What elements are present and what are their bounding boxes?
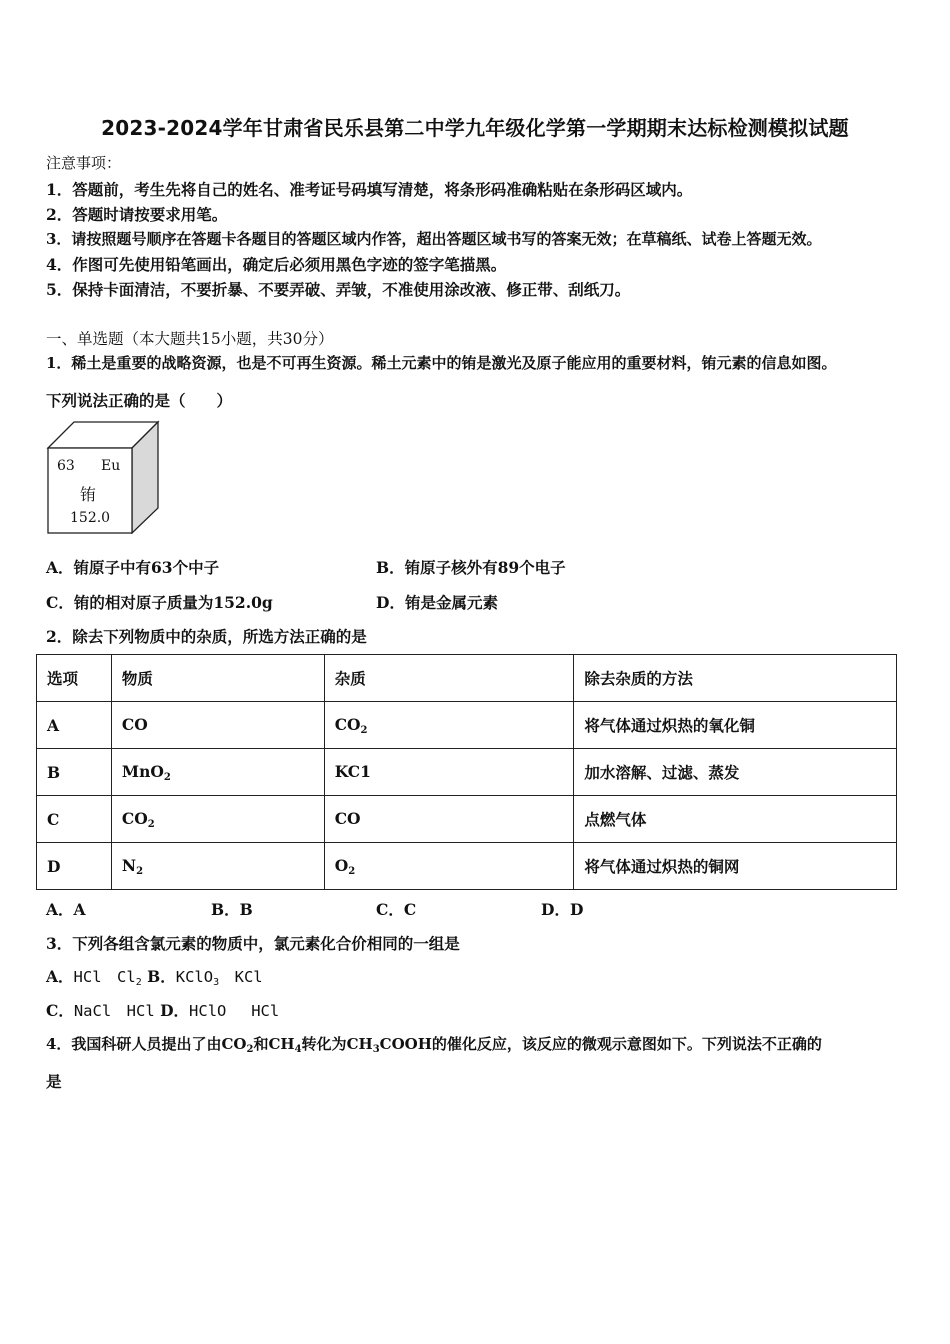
row-method: 点燃气体 bbox=[574, 796, 897, 843]
atomic-number: 63 bbox=[57, 458, 75, 474]
row-method: 将气体通过炽热的氧化铜 bbox=[574, 702, 897, 749]
table-row bbox=[37, 796, 897, 843]
q1-stem: 1．稀土是重要的战略资源，也是不可再生资源。稀土元素中的铕是激光及原子能应用的重要材料，铕元素的信息如图。 bbox=[46, 354, 837, 372]
notice-item: 3．请按照题号顺序在答题卡各题目的答题区域内作答，超出答题区域书写的答案无效；在草稿纸、试卷上答题无效。 bbox=[46, 230, 822, 248]
row-method: 将气体通过炽热的铜网 bbox=[574, 843, 897, 890]
q1-option-b: B．铕原子核外有89个电子 bbox=[376, 558, 566, 577]
q3-option-a: HCl $Cl_2$ bbox=[73, 968, 142, 988]
q3-option-b-label: B． bbox=[147, 967, 176, 986]
q3-option-d-label: D． bbox=[160, 1001, 190, 1020]
q3-options-row-2 bbox=[46, 999, 279, 1021]
q1-option-c: C．铕的相对原子质量为152.0g bbox=[46, 593, 273, 612]
notice-item: 4．作图可先使用铅笔画出，确定后必须用黑色字迹的签字笔描黑。 bbox=[46, 255, 507, 274]
header-impurity: 杂质 bbox=[324, 655, 574, 702]
element-card bbox=[46, 420, 160, 534]
row-substance: $N_2$ bbox=[111, 843, 324, 890]
table-row bbox=[37, 749, 897, 796]
q3-stem: 3．下列各组含氯元素的物质中，氯元素化合价相同的一组是 bbox=[46, 934, 460, 953]
q3-option-d: HClO HCl bbox=[189, 1002, 280, 1020]
q1-stem-2: 下列说法正确的是（ ） bbox=[46, 391, 233, 410]
q2-answer-a: A．A bbox=[46, 900, 86, 919]
q2-stem: 2．除去下列物质中的杂质，所选方法正确的是 bbox=[46, 627, 367, 646]
header-method: 除去杂质的方法 bbox=[574, 655, 897, 702]
q2-table bbox=[36, 654, 897, 890]
q4-stem: 4．我国科研人员提出了由$CO_2$和$CH_4$转化为$CH_3COOH$的催化反应，该反应的微观示意图如下。下列说法不正确的 bbox=[46, 1035, 822, 1055]
q3-options-row-1 bbox=[46, 965, 263, 988]
section-heading: 一、单选题（本大题共15小题，共30分） bbox=[46, 330, 334, 348]
q3-option-c-label: C． bbox=[46, 1001, 74, 1020]
element-symbol: Eu bbox=[101, 458, 121, 474]
row-substance: CO bbox=[111, 702, 324, 749]
q3-option-c: NaCl HCl bbox=[73, 1002, 155, 1020]
q4-stem-line-2: 是 bbox=[46, 1072, 62, 1091]
notice-item: 5．保持卡面清洁，不要折暴、不要弄破、弄皱，不准使用涂改液、修正带、刮纸刀。 bbox=[46, 280, 631, 299]
notice-item: 1．答题前，考生先将自己的姓名、准考证号码填写清楚，将条形码准确粘贴在条形码区域内。 bbox=[46, 180, 693, 199]
notice-item: 2．答题时请按要求用笔。 bbox=[46, 205, 228, 224]
q2-answer-c: C．C bbox=[376, 900, 417, 919]
atomic-mass: 152.0 bbox=[70, 510, 111, 526]
q3-option-b: KClO$_3$ KCl bbox=[175, 968, 263, 988]
q2-answer-d: D．D bbox=[541, 900, 584, 919]
table-header-row bbox=[37, 655, 897, 702]
row-impurity: CO bbox=[324, 796, 574, 843]
row-impurity: $O_2$ bbox=[324, 843, 574, 890]
header-option: 选项 bbox=[37, 655, 112, 702]
page-title: 2023-2024学年甘肃省民乐县第二中学九年级化学第一学期期末达标检测模拟试题 bbox=[101, 116, 849, 140]
q1-option-a: A．铕原子中有63个中子 bbox=[46, 558, 220, 577]
q2-answer-b: B．B bbox=[211, 900, 253, 919]
q3-option-a-label: A． bbox=[46, 967, 74, 986]
table-row bbox=[37, 702, 897, 749]
notice-heading: 注意事项： bbox=[46, 154, 122, 172]
q1-option-d: D．铕是金属元素 bbox=[376, 593, 498, 612]
row-substance: $CO_2$ bbox=[111, 796, 324, 843]
row-option: C bbox=[37, 796, 112, 843]
element-name: 铕 bbox=[80, 485, 97, 504]
row-option: D bbox=[37, 843, 112, 890]
row-impurity: KC1 bbox=[324, 749, 574, 796]
row-substance: MnO$_2$ bbox=[111, 749, 324, 796]
table-row bbox=[37, 843, 897, 890]
header-substance: 物质 bbox=[111, 655, 324, 702]
row-method: 加水溶解、过滤、蒸发 bbox=[574, 749, 897, 796]
row-option: A bbox=[37, 702, 112, 749]
row-impurity: $CO_2$ bbox=[324, 702, 574, 749]
row-option: B bbox=[37, 749, 112, 796]
